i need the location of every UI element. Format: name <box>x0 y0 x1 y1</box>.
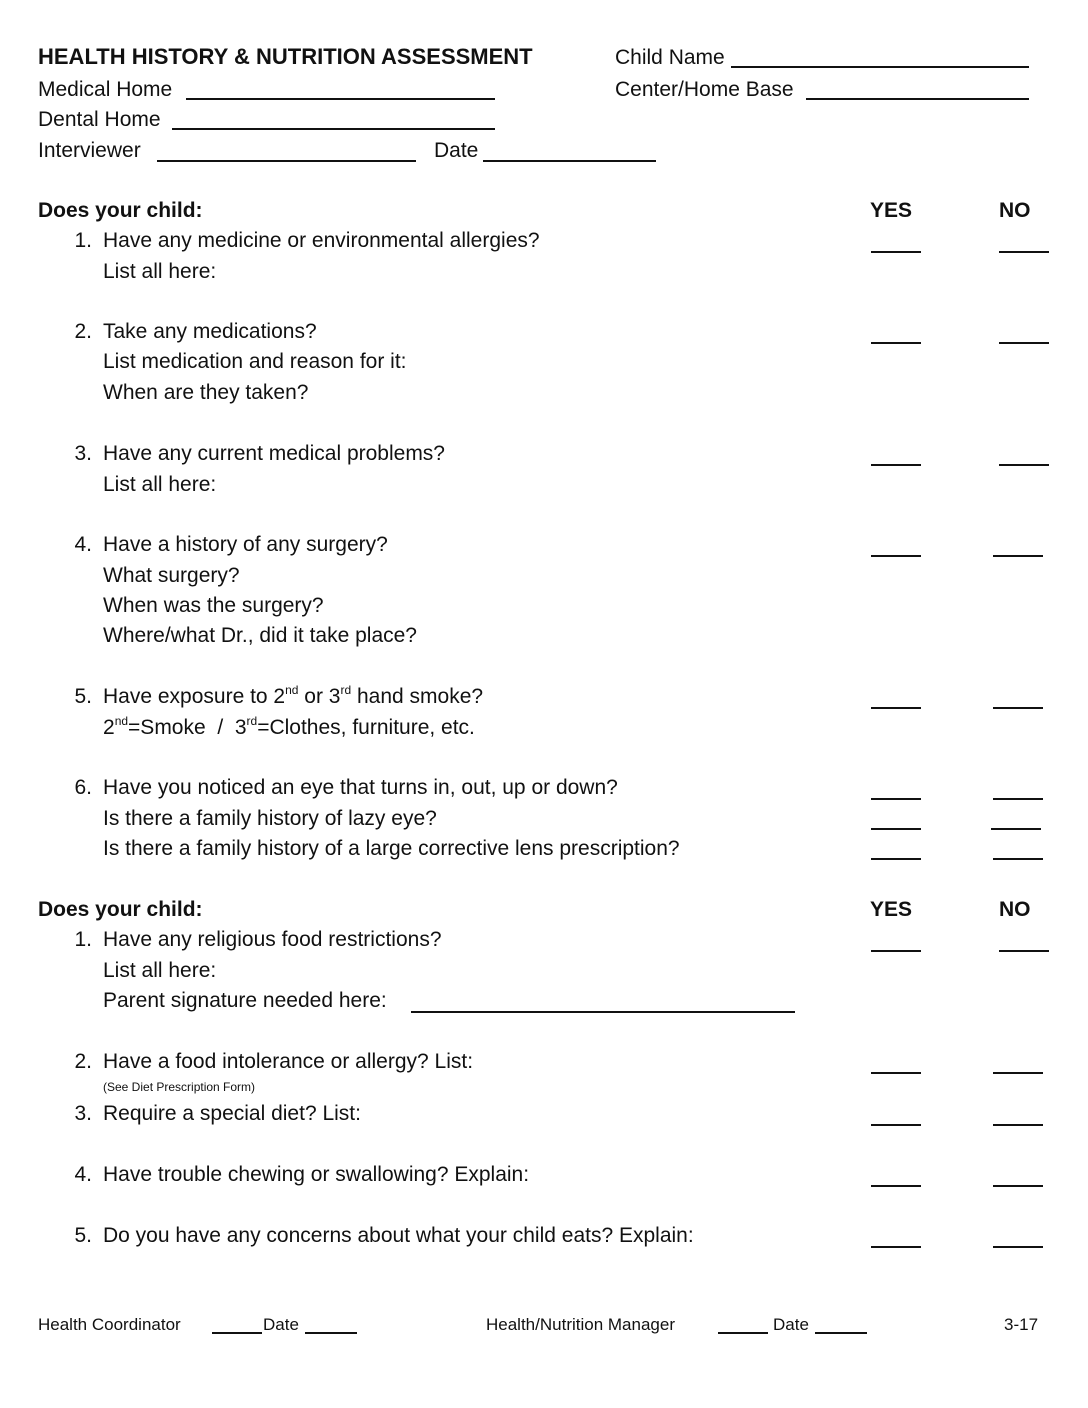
question-religious-restrictions: Have any religious food restrictions? <box>103 928 442 951</box>
interview-date-field[interactable] <box>483 160 656 162</box>
question-number: 1. <box>74 928 92 951</box>
question-subtext: List medication and reason for it: <box>103 350 407 373</box>
footer-date-field[interactable] <box>305 1332 357 1334</box>
parent-signature-field[interactable] <box>411 1011 795 1013</box>
dental-home-field[interactable] <box>172 128 495 130</box>
question-subtext: Where/what Dr., did it take place? <box>103 624 417 647</box>
yes-answer-blank[interactable] <box>871 464 921 466</box>
yes-answer-blank[interactable] <box>871 798 921 800</box>
question-subtext: Is there a family history of a large corrective lens prescription? <box>103 837 680 860</box>
question-number: 2. <box>74 320 92 343</box>
parent-signature-label: Parent signature needed here: <box>103 989 387 1012</box>
section2-heading: Does your child: <box>38 898 203 921</box>
question-eye-turn: Have you noticed an eye that turns in, out, up or down? <box>103 776 618 799</box>
dental-home-label: Dental Home <box>38 108 161 131</box>
question-number: 1. <box>74 229 92 252</box>
child-name-field[interactable] <box>731 66 1029 68</box>
health-coordinator-field[interactable] <box>212 1332 262 1334</box>
no-answer-blank[interactable] <box>991 828 1041 830</box>
question-subtext: List all here: <box>103 473 217 496</box>
interviewer-field[interactable] <box>157 160 416 162</box>
yes-answer-blank[interactable] <box>871 950 921 952</box>
no-answer-blank[interactable] <box>993 1185 1043 1187</box>
interviewer-label: Interviewer <box>38 139 141 162</box>
manager-label: Health/Nutrition Manager <box>486 1315 675 1334</box>
center-home-base-label: Center/Home Base <box>615 78 794 101</box>
no-answer-blank[interactable] <box>999 464 1049 466</box>
form-code: 3-17 <box>1004 1315 1039 1334</box>
question-subtext: List all here: <box>103 260 217 283</box>
question-smoke-exposure: Have exposure to 2nd or 3rd hand smoke? <box>103 683 484 708</box>
interview-date-label: Date <box>434 139 479 162</box>
question-subtext: What surgery? <box>103 564 240 587</box>
no-answer-blank[interactable] <box>999 342 1049 344</box>
question-number: 2. <box>74 1050 92 1073</box>
question-special-diet: Require a special diet? List: <box>103 1102 361 1125</box>
medical-home-label: Medical Home <box>38 78 173 101</box>
no-answer-blank[interactable] <box>999 251 1049 253</box>
form-title: HEALTH HISTORY & NUTRITION ASSESSMENT <box>38 44 533 69</box>
yes-answer-blank[interactable] <box>871 858 921 860</box>
no-answer-blank[interactable] <box>993 858 1043 860</box>
footer-date-label: Date <box>773 1315 809 1334</box>
question-number: 3. <box>74 1102 92 1125</box>
no-answer-blank[interactable] <box>999 950 1049 952</box>
question-number: 6. <box>74 776 92 799</box>
yes-answer-blank[interactable] <box>871 1124 921 1126</box>
question-subtext: 2nd=Smoke / 3rd=Clothes, furniture, etc. <box>103 714 475 739</box>
section1-heading: Does your child: <box>38 199 203 222</box>
yes-answer-blank[interactable] <box>871 251 921 253</box>
section2-yes-header: YES <box>870 898 913 921</box>
yes-answer-blank[interactable] <box>871 707 921 709</box>
manager-field[interactable] <box>718 1332 768 1334</box>
no-answer-blank[interactable] <box>993 1124 1043 1126</box>
no-answer-blank[interactable] <box>993 707 1043 709</box>
no-answer-blank[interactable] <box>993 555 1043 557</box>
health-coordinator-label: Health Coordinator <box>38 1315 181 1334</box>
diet-prescription-note: (See Diet Prescription Form) <box>103 1080 256 1094</box>
yes-answer-blank[interactable] <box>871 555 921 557</box>
no-answer-blank[interactable] <box>993 798 1043 800</box>
child-name-label: Child Name <box>615 46 725 69</box>
medical-home-field[interactable] <box>186 98 495 100</box>
footer-date-field[interactable] <box>815 1332 867 1334</box>
question-number: 4. <box>74 533 92 556</box>
yes-answer-blank[interactable] <box>871 1246 921 1248</box>
center-home-base-field[interactable] <box>806 98 1029 100</box>
question-subtext: When are they taken? <box>103 381 309 404</box>
section2-no-header: NO <box>999 898 1031 921</box>
no-answer-blank[interactable] <box>993 1246 1043 1248</box>
question-chewing-swallowing: Have trouble chewing or swallowing? Explain: <box>103 1163 530 1186</box>
footer-date-label: Date <box>263 1315 299 1334</box>
section1-yes-header: YES <box>870 199 913 222</box>
yes-answer-blank[interactable] <box>871 828 921 830</box>
question-allergies: Have any medicine or environmental allergies? <box>103 229 540 252</box>
yes-answer-blank[interactable] <box>871 1185 921 1187</box>
question-eating-concerns: Do you have any concerns about what your child eats? Explain: <box>103 1224 694 1247</box>
question-subtext: Is there a family history of lazy eye? <box>103 807 437 830</box>
question-number: 5. <box>74 1224 92 1247</box>
question-number: 3. <box>74 442 92 465</box>
section1-no-header: NO <box>999 199 1031 222</box>
question-number: 4. <box>74 1163 92 1186</box>
question-number: 5. <box>74 685 92 708</box>
question-medical-problems: Have any current medical problems? <box>103 442 445 465</box>
yes-answer-blank[interactable] <box>871 1072 921 1074</box>
question-medications: Take any medications? <box>103 320 317 343</box>
question-food-intolerance: Have a food intolerance or allergy? List: <box>103 1050 474 1073</box>
question-surgery: Have a history of any surgery? <box>103 533 388 556</box>
no-answer-blank[interactable] <box>993 1072 1043 1074</box>
question-subtext: List all here: <box>103 959 217 982</box>
yes-answer-blank[interactable] <box>871 342 921 344</box>
question-subtext: When was the surgery? <box>103 594 324 617</box>
